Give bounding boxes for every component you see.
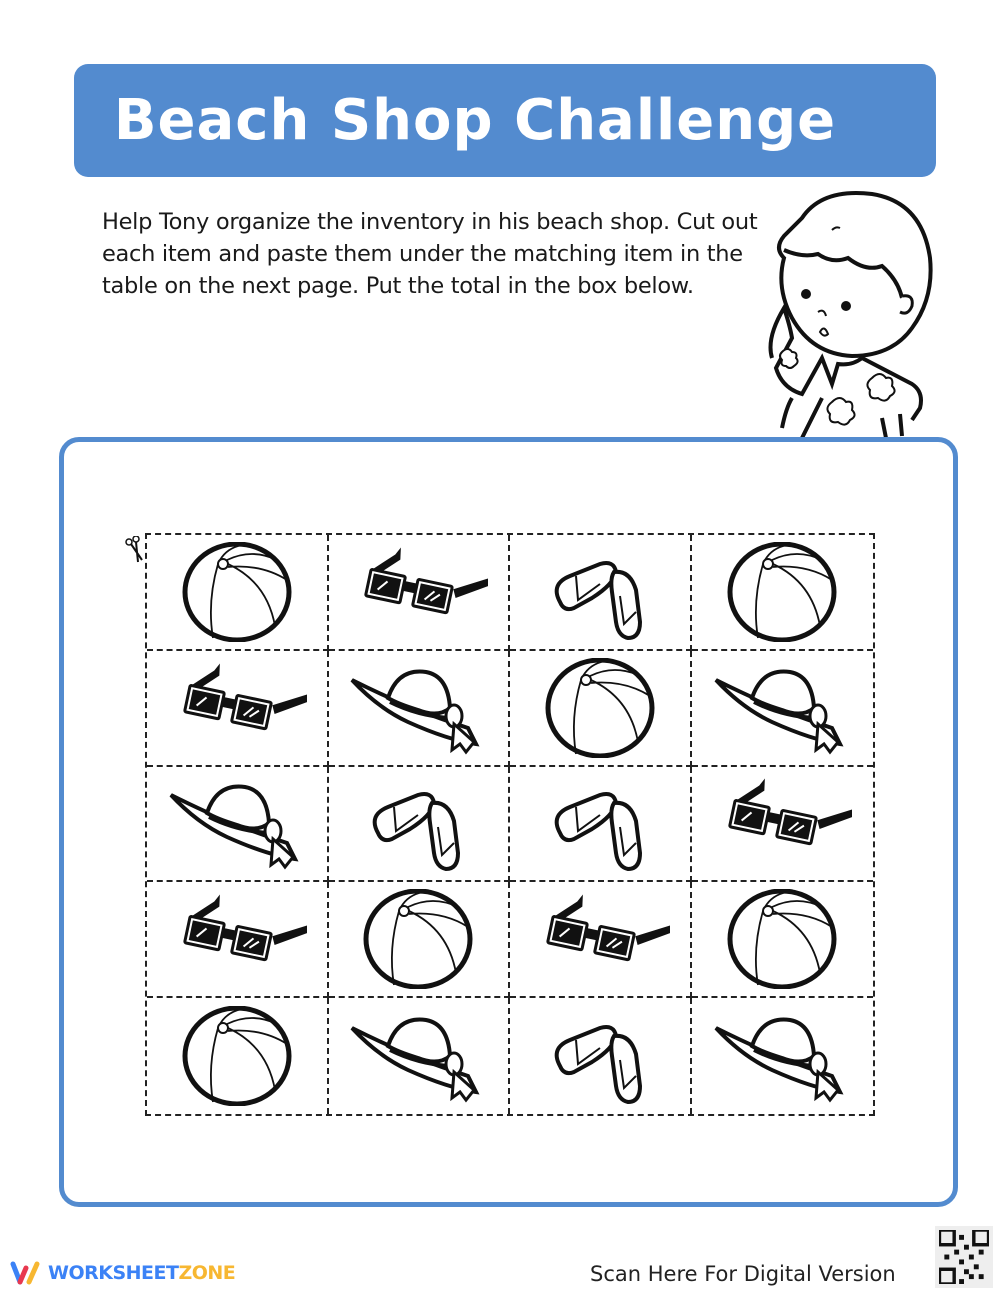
cutout-cell-sunglasses[interactable] bbox=[510, 882, 692, 998]
sun-hat-icon bbox=[348, 658, 488, 758]
sunglasses-icon bbox=[167, 658, 307, 758]
cutout-cell-flip-flops[interactable] bbox=[510, 767, 692, 883]
beach-ball-icon bbox=[530, 658, 670, 758]
cutout-cell-beach-ball[interactable] bbox=[692, 535, 874, 651]
logo-text-zone: ZONE bbox=[178, 1262, 236, 1284]
cutout-cell-sunglasses[interactable] bbox=[147, 651, 329, 767]
cutout-cell-sun-hat[interactable] bbox=[692, 651, 874, 767]
cutout-grid bbox=[145, 533, 875, 1116]
cutout-cell-sun-hat[interactable] bbox=[147, 767, 329, 883]
cutout-cell-sun-hat[interactable] bbox=[692, 998, 874, 1114]
sunglasses-icon bbox=[712, 773, 852, 873]
sun-hat-icon bbox=[167, 773, 307, 873]
flip-flops-icon bbox=[348, 773, 488, 873]
page-title: Beach Shop Challenge bbox=[113, 88, 837, 153]
sunglasses-icon bbox=[167, 889, 307, 989]
qr-code-icon[interactable] bbox=[935, 1226, 993, 1288]
scissors-icon bbox=[124, 536, 146, 564]
sun-hat-icon bbox=[712, 658, 852, 758]
cutout-cell-sun-hat[interactable] bbox=[329, 651, 511, 767]
cutout-cell-beach-ball[interactable] bbox=[510, 651, 692, 767]
worksheetzone-logo[interactable] bbox=[10, 1260, 235, 1286]
flip-flops-icon bbox=[530, 1006, 670, 1106]
beach-ball-icon bbox=[167, 542, 307, 642]
cutout-cell-beach-ball[interactable] bbox=[147, 998, 329, 1114]
beach-ball-icon bbox=[712, 889, 852, 989]
title-banner bbox=[74, 64, 936, 177]
cutout-cell-sunglasses[interactable] bbox=[147, 882, 329, 998]
sunglasses-icon bbox=[530, 889, 670, 989]
flip-flops-icon bbox=[530, 542, 670, 642]
cutout-cell-sun-hat[interactable] bbox=[329, 998, 511, 1114]
cutout-cell-sunglasses[interactable] bbox=[692, 767, 874, 883]
worksheetzone-logo-icon bbox=[10, 1260, 42, 1286]
logo-text-worksheet: WORKSHEET bbox=[48, 1262, 179, 1284]
cutout-cell-flip-flops[interactable] bbox=[329, 767, 511, 883]
sun-hat-icon bbox=[348, 1006, 488, 1106]
cutout-cell-beach-ball[interactable] bbox=[147, 535, 329, 651]
scan-instruction: Scan Here For Digital Version bbox=[590, 1262, 896, 1286]
sun-hat-icon bbox=[712, 1006, 852, 1106]
beach-ball-icon bbox=[167, 1006, 307, 1106]
cutout-cell-beach-ball[interactable] bbox=[692, 882, 874, 998]
cutout-cell-sunglasses[interactable] bbox=[329, 535, 511, 651]
cutout-cell-flip-flops[interactable] bbox=[510, 998, 692, 1114]
beach-ball-icon bbox=[712, 542, 852, 642]
flip-flops-icon bbox=[530, 773, 670, 873]
cutout-cell-flip-flops[interactable] bbox=[510, 535, 692, 651]
cutout-cell-beach-ball[interactable] bbox=[329, 882, 511, 998]
beach-ball-icon bbox=[348, 889, 488, 989]
instructions-text: Help Tony organize the inventory in his beach shop. Cut out each item and paste them under the matching item in the table on the next page. Put the total in the box below. bbox=[102, 209, 758, 299]
sunglasses-icon bbox=[348, 542, 488, 642]
boy-thinking-illustration-icon bbox=[762, 188, 962, 438]
